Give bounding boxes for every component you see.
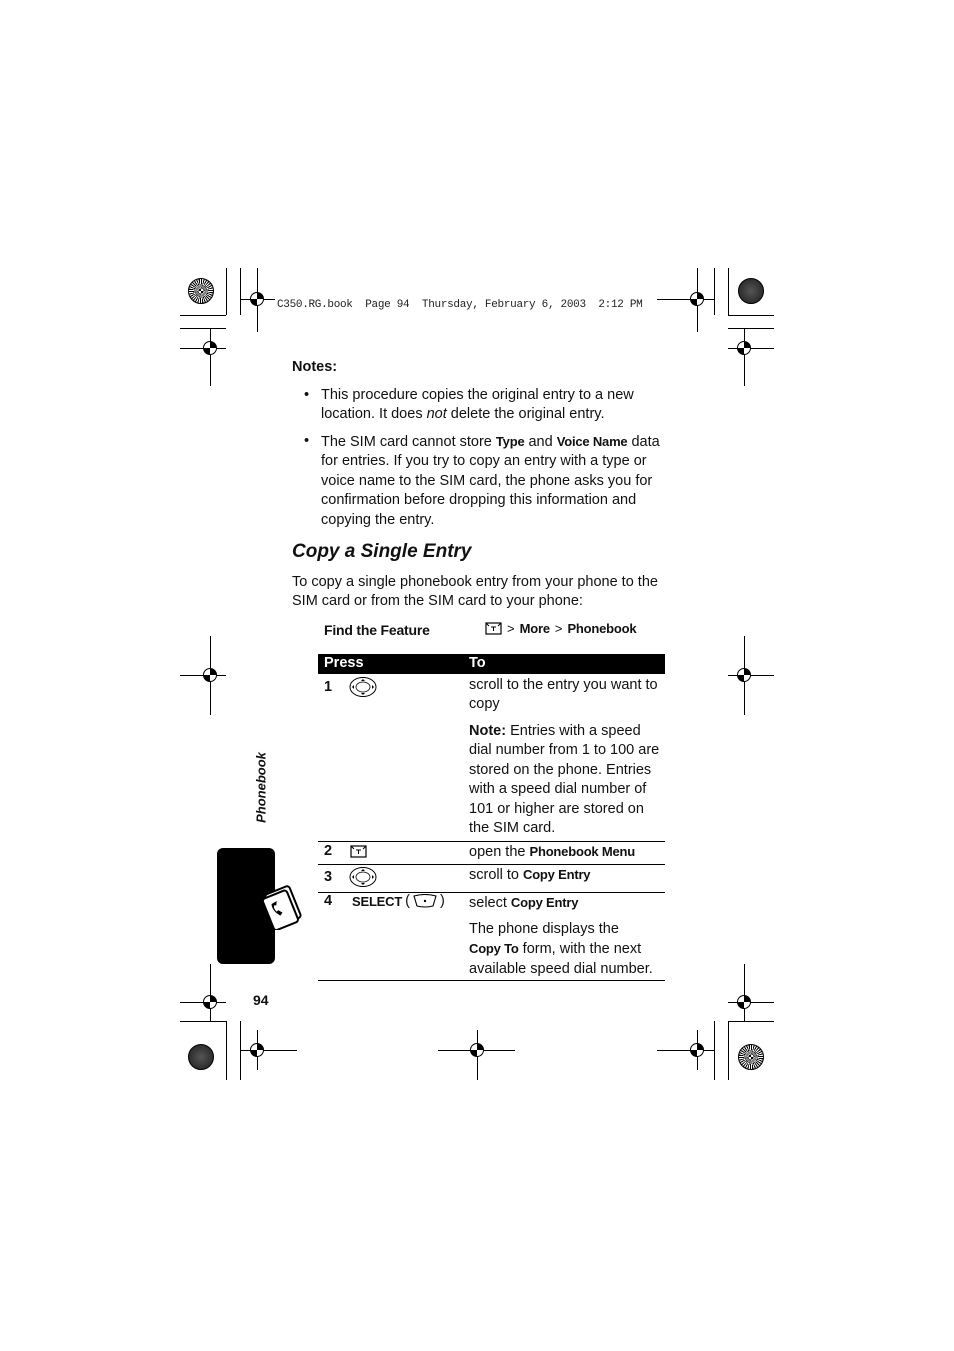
ui-term-type: Type	[495, 434, 525, 449]
step-number: 2	[324, 843, 333, 859]
select-key: SELECT ( )	[352, 893, 445, 909]
bullet-1-line-1: This procedure copies the original entry to a new	[321, 387, 634, 403]
nav-key-icon	[348, 676, 378, 698]
col-press-header: Press	[324, 655, 364, 671]
step-4-description: The phone displays the Copy To form, with the next available speed dial number.	[469, 921, 653, 977]
registration-mark-icon	[203, 995, 217, 1009]
step-3-action: scroll to Copy Entry	[469, 867, 591, 883]
step-number: 1	[324, 679, 333, 695]
bullet-2-line-2: for entries. If you try to copy an entry with a type or	[321, 453, 647, 470]
ui-term-copy-to: Copy To	[469, 941, 519, 957]
menu-item-phonebook: Phonebook	[567, 621, 637, 636]
registration-wheel-icon	[188, 1044, 214, 1070]
ui-term-voice-name: Voice Name	[556, 434, 628, 449]
step-number: 3	[324, 869, 333, 885]
table-bottom-rule	[318, 980, 665, 981]
find-feature-path: > More > Phonebook	[485, 621, 636, 636]
menu-key-icon	[485, 622, 502, 635]
registration-wheel-icon	[738, 278, 764, 304]
bullet-icon: •	[304, 387, 310, 403]
registration-wheel-icon	[738, 1044, 764, 1070]
nav-key-icon	[348, 866, 378, 888]
registration-mark-icon	[250, 292, 264, 306]
registration-mark-icon	[737, 995, 751, 1009]
registration-mark-icon	[203, 341, 217, 355]
ui-term-phonebook-menu: Phonebook Menu	[529, 844, 636, 859]
bullet-2-line-5: copying the entry.	[321, 511, 435, 528]
registration-mark-icon	[737, 341, 751, 355]
soft-key-icon	[413, 894, 437, 908]
bullet-1-line-2: location. It does not delete the original entry.	[321, 406, 605, 423]
registration-mark-icon	[690, 1043, 704, 1057]
page-number: 94	[253, 992, 269, 1008]
bullet-2-line-1: The SIM card cannot store Type and Voice Name data	[321, 434, 660, 450]
find-feature-label: Find the Feature	[324, 622, 430, 638]
registration-mark-icon	[737, 668, 751, 682]
col-to-header: To	[469, 655, 486, 671]
step-1-note: Note: Entries with a speed dial number from 1 to 100 are stored on the phone. Entries with a speed dial number of 101 or higher are stored on the SIM card.	[469, 723, 660, 837]
registration-wheel-icon	[188, 278, 214, 304]
step-4-action: select Copy Entry	[469, 895, 579, 911]
ui-term-copy-entry: Copy Entry	[510, 895, 579, 910]
step-number: 4	[324, 893, 333, 909]
ui-term-copy-entry: Copy Entry	[523, 867, 591, 882]
bullet-icon: •	[304, 433, 310, 449]
menu-item-more: More	[519, 621, 550, 636]
notes-heading: Notes:	[292, 359, 338, 375]
registration-mark-icon	[690, 292, 704, 306]
section-intro: To copy a single phonebook entry from your phone to the SIM card or from the SIM card to your phone:	[292, 574, 658, 610]
step-1-action: scroll to the entry you want to copy	[469, 677, 658, 713]
phonebook-icon	[258, 882, 308, 930]
step-2-action: open the Phonebook Menu	[469, 844, 636, 860]
registration-mark-icon	[203, 668, 217, 682]
registration-mark-icon	[250, 1043, 264, 1057]
side-tab-label: Phonebook	[253, 752, 269, 823]
bullet-2-line-3: voice name to the SIM card, the phone asks you for	[321, 472, 653, 489]
print-header: C350.RG.book Page 94 Thursday, February 6, 2003 2:12 PM	[277, 299, 643, 311]
table-header	[318, 654, 665, 674]
bullet-2-line-4: confirmation before dropping this information and	[321, 492, 637, 509]
menu-key-icon	[350, 845, 367, 858]
section-title: Copy a Single Entry	[292, 541, 472, 562]
registration-mark-icon	[470, 1043, 484, 1057]
